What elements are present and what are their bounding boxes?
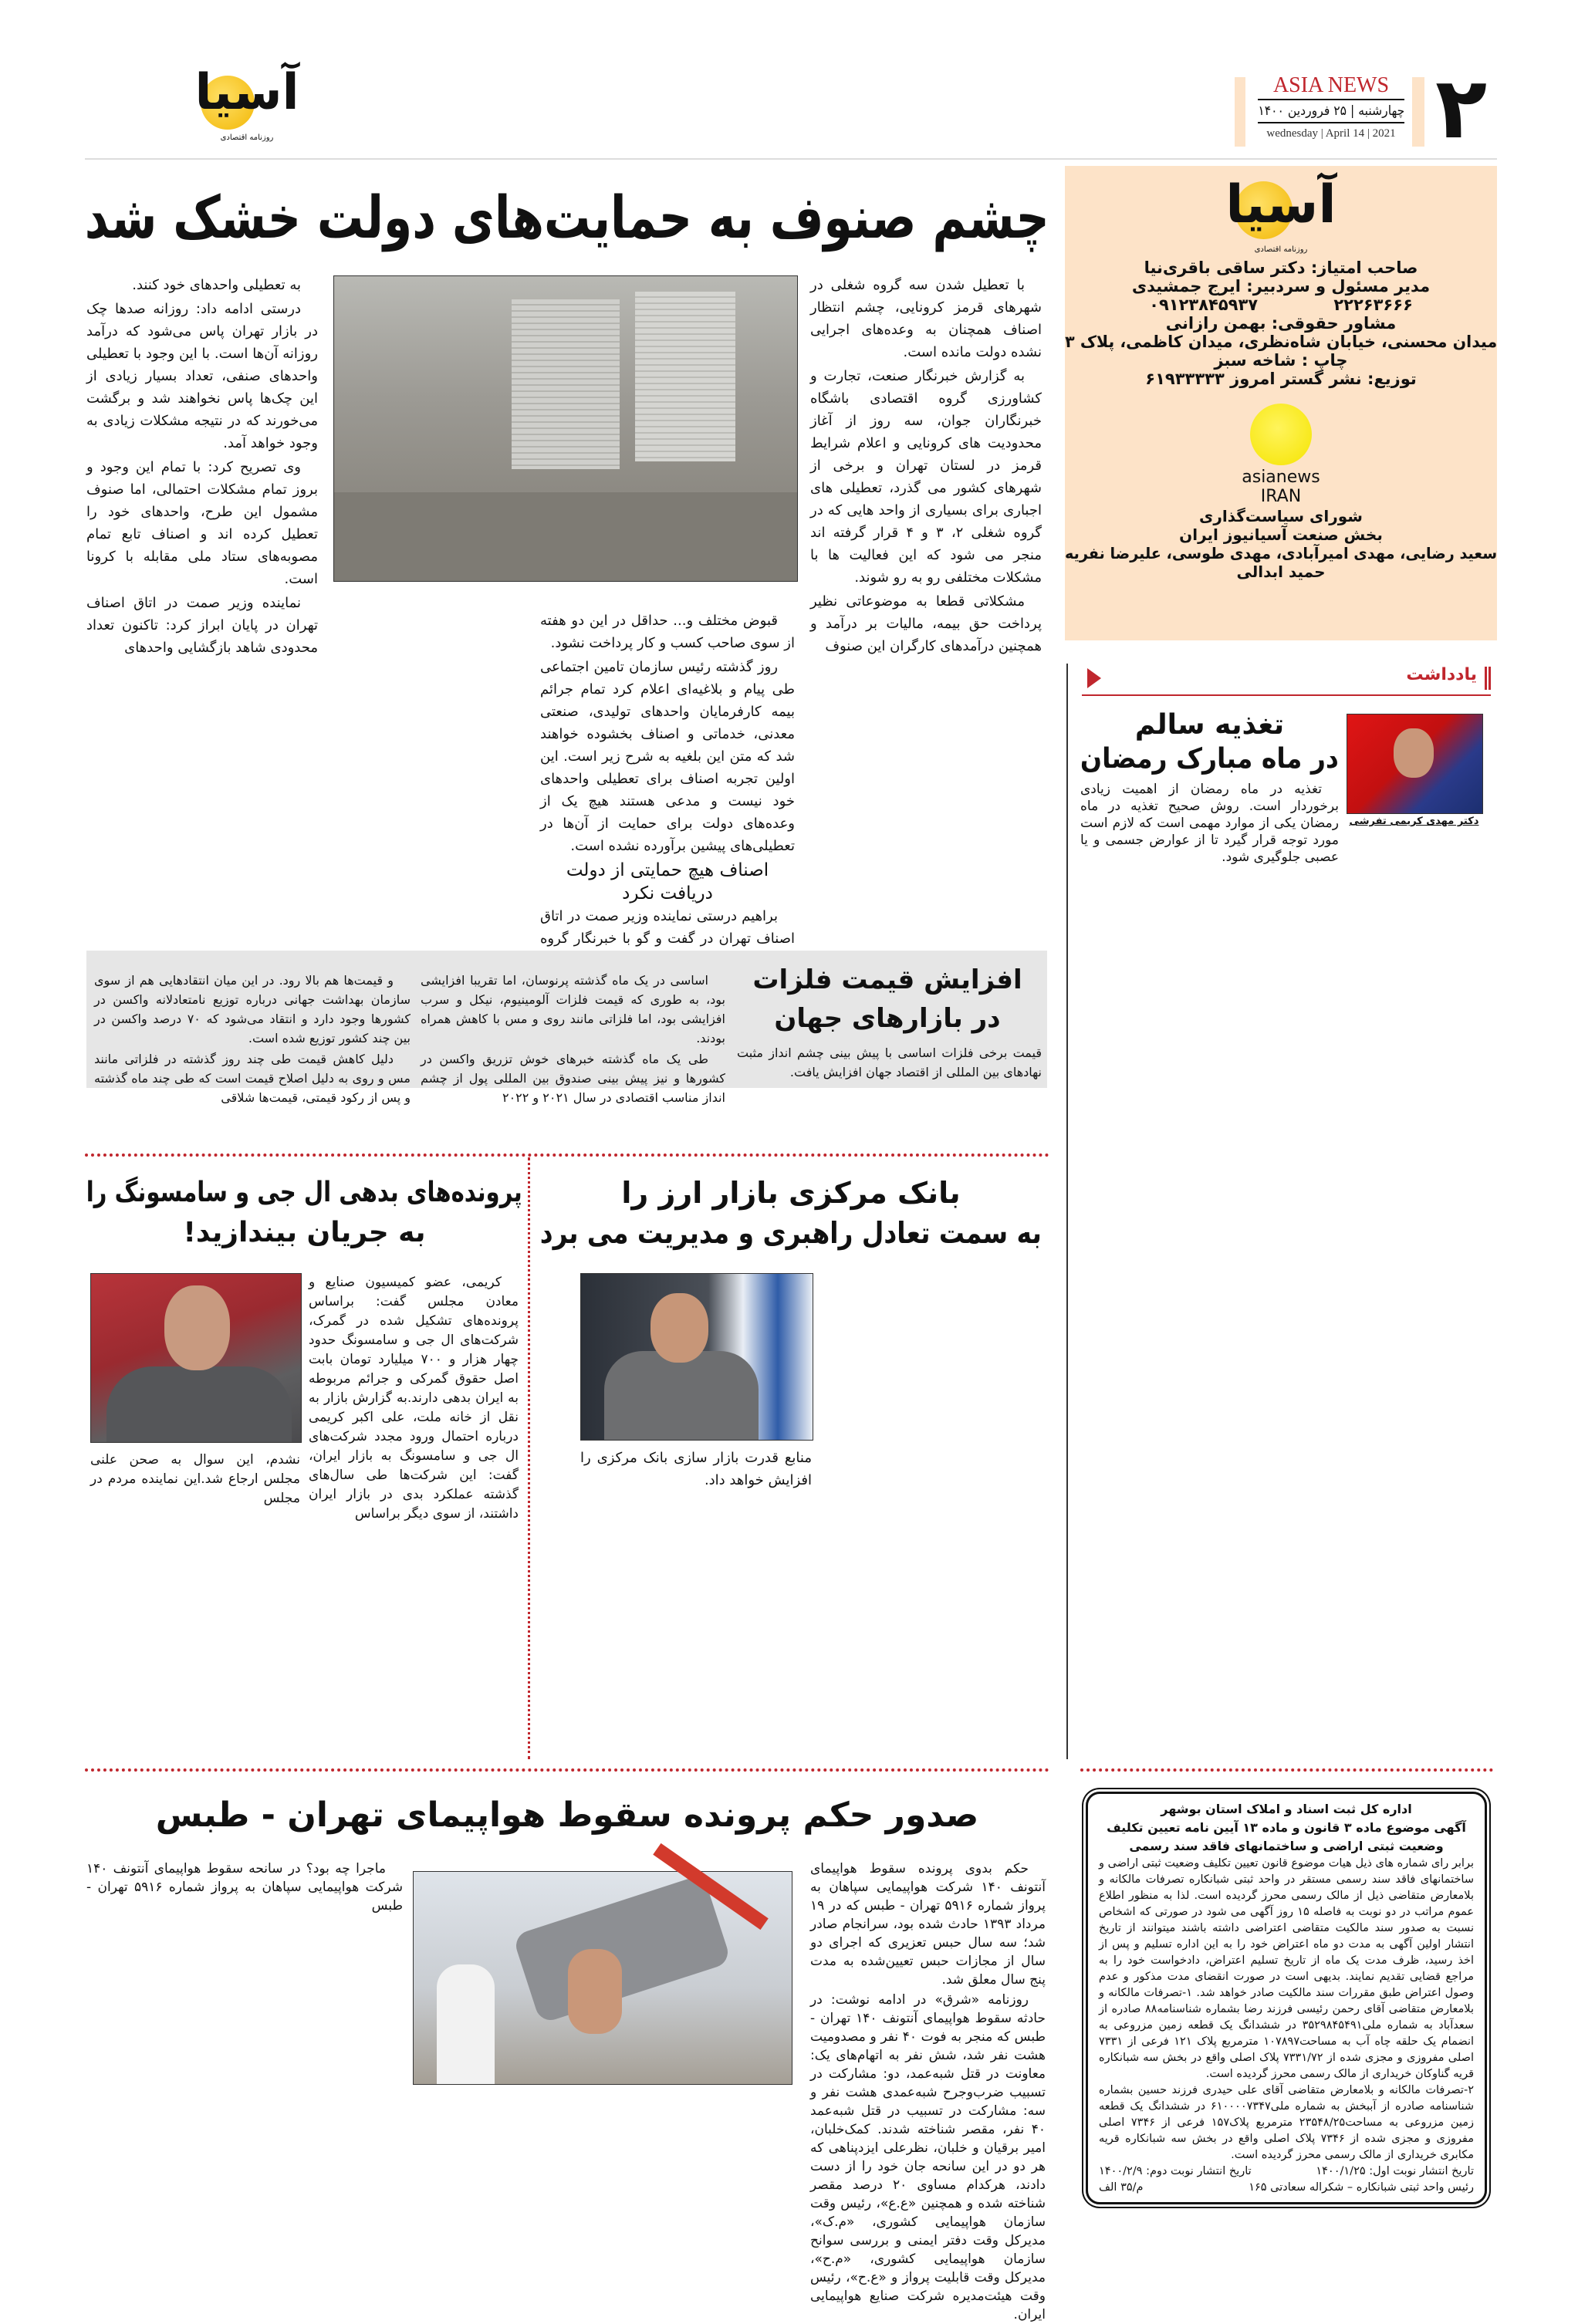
bank-headline bbox=[540, 1173, 1042, 1253]
line-text: شورای سیاست‌گذاری bbox=[1199, 507, 1363, 525]
asianews-country: IRAN bbox=[1260, 487, 1302, 506]
plane-headline bbox=[85, 1789, 1049, 1843]
header-tint-bar-left bbox=[1235, 77, 1245, 147]
council-line bbox=[1065, 544, 1497, 562]
line-text: توزیع: نشر گستر امروز ۶۱۹۳۳۳۳۳ bbox=[1145, 370, 1417, 388]
opinion-body bbox=[1080, 781, 1339, 865]
masthead-logo bbox=[1065, 172, 1497, 258]
paragraph: نماینده وزیر صمت در اتاق اصناف تهران در پایان ابراز کرد: تاکنون تعداد محدودی شاهد بازگشایی واحدهای bbox=[86, 595, 318, 656]
masthead-line bbox=[1065, 277, 1497, 296]
line-text: افزایش قیمت فلزات bbox=[752, 964, 1022, 995]
paragraph: حکم بدوی پرونده سقوط هواپیمای آنتونف ۱۴۰ شرکت هواپیمایی سپاهان به پرواز شماره ۵۹۱۶ تهران - طبس که در ۱۹ مرداد ۱۳۹۳ حادث شده بود، سرانجام صادر شد؛ سه سال حبس تعزیری که اجرای دو سال از مجازات حبس تعیین‌شده به مدت پنج سال معلق شد. bbox=[810, 1861, 1046, 1988]
header-date-block bbox=[1258, 74, 1404, 144]
paragraph: ماجرا چه بود؟ در سانحه سقوط هواپیمای آنتونف ۱۴۰ شرکت هواپیمایی سپاهان به پرواز شماره ۵۹۱۶ تهران - طبس bbox=[86, 1861, 403, 1914]
metals-headline-line bbox=[733, 961, 1042, 999]
paragraph: نشدم، این سوال به صحن علنی مجلس ارجاع شد.این نماینده مردم در مجلس bbox=[90, 1452, 300, 1506]
paragraph: منابع قدرت بازار سازی بانک مرکزی را افزایش خواهد داد. bbox=[580, 1450, 812, 1488]
metals-col-mid bbox=[421, 971, 725, 1105]
legal-code: م/۳۵ الف bbox=[1099, 2181, 1144, 2194]
paragraph: با تعطیل شدن سه گروه شغلی در شهرهای قرمز کرونایی، چشم انتظار اصناف همچنان به وعده‌های اجرایی نشده دولت مانده است. bbox=[810, 277, 1042, 360]
main-article-col-mid bbox=[540, 610, 795, 947]
masthead-mobile: ۰۹۱۲۳۸۴۵۹۳۷ bbox=[1149, 296, 1259, 314]
street bbox=[334, 492, 797, 581]
line-text: میدان محسنی، خیابان شاه‌نظری، میدان کاظمی، پلاک ۳ bbox=[1064, 333, 1498, 351]
paragraph: کریمی، عضو کمیسیون صنایع و معادن مجلس گفت: براساس پرونده‌های تشکیل شده در گمرک، شرکت‌های ال جی و سامسونگ حدود چهار هزار و ۷۰۰ میلیارد تومان بابت اصل حقوق گمرکی و جرائم مربوطه به ایران بدهی دارند.به گزارش بازار به نقل از خانه ملت، علی اکبر کریمی درباره احتمال ورود مجدد شرکت‌های ال جی و سامسونگ به بازار ایران، گفت: این شرکت‌ها طی سال‌های گذشته عملکرد بدی در بازار ایران داشتند، از سوی دیگر براساس bbox=[309, 1275, 519, 1522]
opinion-title-line bbox=[1080, 708, 1339, 742]
paragraph: قبوض مختلف و... حداقل در این دو هفته از سوی صاحب کسب و کار پرداخت نشود. bbox=[540, 613, 795, 651]
masthead-line bbox=[1065, 351, 1497, 370]
line-text: سعید رضایی، مهدی امیرآبادی، مهدی طوسی، علیرضا نفریه bbox=[1064, 544, 1498, 562]
line-text: پرونده‌های بدهی ال جی و سامسونگ را bbox=[86, 1177, 523, 1208]
masthead-box bbox=[1065, 166, 1497, 640]
metals-col-left bbox=[94, 971, 411, 1105]
header-rule bbox=[85, 158, 1497, 160]
paragraph: دلیل کاهش قیمت طی چند روز گذشته در فلزاتی مانند مس و روی به دلیل اصلاح قیمت است که طی چند ماه گذشته و پس از رکود قیمتی، قیمت‌ها شلاقی bbox=[94, 1052, 411, 1105]
wreckage bbox=[512, 1874, 732, 2024]
masthead-line bbox=[1065, 333, 1497, 351]
line-text: صدور حکم پرونده سقوط هواپیمای تهران - طبس bbox=[155, 1795, 979, 1835]
line-text: چاپ : شاخه سبز bbox=[1214, 351, 1348, 370]
line-text: حمید ابدالی bbox=[1236, 562, 1326, 581]
opinion-title bbox=[1080, 708, 1339, 776]
line-text: دکتر مهدی کریمی تفرشی bbox=[1349, 816, 1479, 827]
line-text: چهارشنبه | ۲۵ فروردین ۱۴۰۰ bbox=[1257, 103, 1404, 119]
section-divider bbox=[1080, 1768, 1493, 1772]
asianews-brand: asianews bbox=[1242, 468, 1320, 487]
main-article-col-left bbox=[86, 274, 318, 937]
masthead-logo-text: آسیا bbox=[1225, 174, 1336, 235]
legal-paragraph: ۲-تصرفات مالکانه و بلامعارض متقاضی آقای علی حیدری فرزند حسین بشماره شناسنامه صادره از آببخش به شماره ملی۶۱۰۰۰۰۷۳۴۷ در ششدانگ یک قطعه زمین مزروعی به مساحت۲۳۵۴۸/۲۵ مترمربع پلاک۱۵۷ فرعی از ۷۳۴۶ اصلی مفروزی و مجزی شده از ۷۳۴۶ پلاک اصلی واقع در بخش سه شبانکاره قریه مکابری خریداری از مالک رسمی محرز گردیده است. bbox=[1099, 2084, 1474, 2161]
paragraph: براهیم درستی نماینده وزیر صمت در اتاق اصناف تهران در گفت و گو با خبرنگار گروه bbox=[540, 908, 795, 947]
opinion-author bbox=[1347, 815, 1482, 829]
logo-sub: روزنامه اقتصادی bbox=[220, 133, 274, 142]
plane-crash-photo bbox=[413, 1871, 792, 2085]
date-fa bbox=[1258, 100, 1404, 123]
line-text: در بازارهای جهان bbox=[774, 1003, 1001, 1034]
person-face bbox=[651, 1293, 708, 1363]
person-hand bbox=[568, 1949, 622, 2034]
masthead-line bbox=[1065, 258, 1497, 277]
bank-col-below-photo bbox=[580, 1447, 812, 1755]
metals-lead bbox=[737, 1043, 1042, 1086]
council-line bbox=[1065, 525, 1497, 544]
lg-headline bbox=[86, 1173, 522, 1253]
person-suit bbox=[106, 1366, 292, 1442]
opinion-paragraph: تغذیه در ماه رمضان از اهمیت زیادی برخوردار است. روش صحیح تغذیه در ماه رمضان یکی از موارد مهمی است که لازم است مورد توجه قرار گیرد تا از عوارض جسمی و یا عصبی جلوگیری شود. bbox=[1080, 782, 1339, 865]
lg-col-below-photo bbox=[90, 1451, 300, 1759]
line-text: چشم صنوف به حمایت‌های دولت خشک شد bbox=[85, 183, 1049, 252]
asianews-sun-icon bbox=[1250, 404, 1312, 465]
legal-paragraph: برابر رای شماره های ذیل هیات موضوع قانون تعیین تکلیف وضعیت ثبتی اراضی و ساختمانهای فاقد سند رسمی مستقر در واحد ثبتی شبانکاره تصرفات مالکانه و بلامعارض متقاضی ذیل از مالک رسمی محرز گردیده است. لذا به منظور اطلاع عموم مراتب در دو نوبت به فاصله ۱۵ روز آگهی می شود در صورتی که اشخاص نسبت به صدور سند مالکیت متقاضی اعتراضی داشته باشند میتوانند از تاریخ انتشار اولین آگهی به مدت دو ماه اعتراض خود را به این اداره تسلیم و پس از اخذ رسید، ظرف مدت یک ماه از تاریخ تسلیم اعتراض، دادخواست خود را به مراجع قضایی تقدیم نمایند. بدیهی است در صورت انقضای مدت مذکور و عدم وصول اعتراض طبق مقررات سند مالکیت صادر خواهد شد. ۱-تصرفات مالکانه و بلامعارض متقاضی آقای رحمن رئیسی فرزند رضا بشماره شناسنامه۸۸ صادره از سعدآباد به شماره ملی۳۵۲۹۸۴۵۴۹۱ در ششدانگ یک قطعه زمین مزروعی به انضمام یک حلقه چاه آب به مساحت۱۰۷۸۹۷ مترمربع پلاک ۱۲۱ فرعی از ۷۳۳۱ اصلی مفروزی و مجزی شده از ۷۳۳۱/۷۲ پلاک اصلی واقع در بخش سه شبانکاره قریه گناوکان خریداری از مالک رسمی محرز گردیده است. bbox=[1099, 1857, 1475, 2080]
column-divider bbox=[528, 1157, 530, 1759]
section-label: یادداشت bbox=[1406, 665, 1477, 684]
line-text: مدیر مسئول و سردبیر: ایرج جمشیدی bbox=[1131, 277, 1431, 296]
legal-subtitle: آگهی موضوع ماده ۳ قانون و ماده ۱۳ آیین نامه تعیین تکلیف وضعیت ثبتی اراضی و ساختمانهای فاقد سند رسمی bbox=[1107, 1820, 1466, 1853]
masthead-logo-sub: روزنامه اقتصادی bbox=[1254, 245, 1308, 254]
person-suit bbox=[604, 1351, 759, 1440]
paragraph: قیمت برخی فلزات اساسی با پیش بینی چشم انداز مثبت نهادهای بین المللی از اقتصاد جهان افزایش یافت. bbox=[737, 1045, 1042, 1079]
legal-notice bbox=[1086, 1792, 1487, 2204]
paragraph: درستی ادامه داد: روزانه صدها چک در بازار تهران پاس می‌شود که درآمد روزانه آن‌ها است. با این وجود با تعطیلی واحدهای صنفی، تعداد بسیار زیادی از این چک‌ها پاس نخواهند شد و برگشت می‌خورند که در نتیجه مشکلات زیادی به وجود خواهد آمد. bbox=[86, 301, 318, 451]
council-line bbox=[1065, 507, 1497, 525]
main-subheading: اصناف هیچ حمایتی از دولت دریافت نکرد bbox=[566, 860, 769, 904]
shutter-1 bbox=[512, 299, 620, 469]
person-face bbox=[164, 1285, 230, 1370]
officer bbox=[437, 1964, 495, 2084]
author-face bbox=[1394, 728, 1434, 778]
paragraph: وی تصریح کرد: با تمام این وجود و بروز تمام مشکلات احتمالی، اما صنوف مشمول این طرح، واحدهای خود را تعطیل کرده اند و اصناف تابع تمام مصوبه‌های ستاد ملی مقابله با کرونا است. bbox=[86, 459, 318, 587]
brand-en: ASIA NEWS bbox=[1258, 74, 1404, 100]
main-headline bbox=[85, 179, 1049, 256]
masthead-line bbox=[1065, 314, 1497, 333]
header-tint-bar-right bbox=[1412, 77, 1424, 147]
paragraph: به گزارش خبرنگار صنعت، تجارت و کشاورزی گروه اقتصادی باشگاه خبرنگاران جوان، سه روز از آغاز محدودیت های کرونایی و اعلام شرایط قرمز در لستان تهران و برخی از شهرهای کشور می گذرد، تعطیلی های اجباری برای بسیاری از واحد هایی که در گروه شغلی ۲، ۳ و ۴ قرار گرفته اند منجر می شود که این فعالیت ها با مشکلات مختلفی رو به رو شوند. bbox=[810, 368, 1042, 586]
section-divider bbox=[85, 1154, 1049, 1157]
page-number: ۲ bbox=[1435, 59, 1488, 157]
section-bar-icon bbox=[1485, 667, 1491, 690]
opinion-title-line bbox=[1080, 742, 1339, 776]
date-en: wednesday | April 14 | 2021 bbox=[1266, 127, 1396, 140]
author-photo bbox=[1347, 714, 1483, 814]
bank-headline-line bbox=[540, 1213, 1042, 1253]
masthead-line bbox=[1065, 370, 1497, 388]
paragraph: اساسی در یک ماه گذشته پرنوسان، اما تقریبا افزایشی بود، به طوری که قیمت فلزات آلومینیوم، نیکل و سرب افزایشی بود، اما فلزاتی مانند روی و مس با کاهش همراه بودند. bbox=[421, 973, 725, 1045]
legal-date-second: تاریخ انتشار نوبت دوم: ۱۴۰۰/۲/۹ bbox=[1099, 2165, 1252, 2177]
metals-headline bbox=[733, 961, 1042, 1038]
bank-col-right bbox=[830, 1273, 1046, 1759]
shops-closed-photo bbox=[333, 275, 798, 582]
line-text: بانک مرکزی بازار ارز را bbox=[621, 1176, 961, 1210]
opinion-section-header bbox=[1082, 664, 1491, 696]
paragraph: روزنامه «شرق» در ادامه نوشت: در حادثه سقوط هواپیمای آنتونف ۱۴۰ تهران - طبس که منجر به فوت ۴۰ نفر و مصدومیت هشت نفر شد، شش نفر به اتهام‌های یک: معاونت در قتل شبه‌عمد، دو: مشارکت در تسبیب ضرب‌وجرح شبه‌عمدی هشت نفر و سه: مشارکت در تسبیب در قتل شبه‌عمد ۴۰ نفر، مقصر شناخته شدند. کمک‌خلبان، امیر برقیان و خلبان، نظرعلی ایزدپناهی که هر دو در این سانحه جان خود را از دست دادند، هرکدام مساوی ۲۰ درصد مقصر شناخته شده و همچنین «ع.ع»، رئیس وقت سازمان هواپیمایی کشوری، «م.ک»، مدیرکل وقت دفتر ایمنی و بررسی سوانح سازمان هواپیمایی کشوری، «م.ح»، مدیرکل وقت قابلیت پرواز و «ع.ح»، رئیس وقت هیئت‌مدیره شرکت صنایع هواپیمایی ایران. bbox=[810, 1992, 1046, 2322]
opinion-divider bbox=[1066, 664, 1068, 1759]
paragraph: مشکلاتی قطعا به موضوعاتی نظیر پرداخت حق بیمه، مالیات بر درآمد و همچنین درآمدهای کارگران این صنوف bbox=[810, 593, 1042, 654]
central-bank-governor-photo bbox=[580, 1273, 813, 1441]
lg-headline-line bbox=[86, 1173, 522, 1213]
legal-signer: رئیس واحد ثبتی شبانکاره – شکراله سعادتی ۱۶۵ bbox=[1249, 2181, 1474, 2194]
legal-title: اداره کل ثبت اسناد و املاک استان بوشهر bbox=[1161, 1802, 1412, 1816]
paragraph: طی یک ماه گذشته خبرهای خوش تزریق واکسن در کشورها و نیز پیش بینی صندوق بین المللی پول از چشم انداز مناسب اقتصادی در سال ۲۰۲۱ و ۲۰۲۲ bbox=[421, 1052, 725, 1105]
logo-text: آسیا bbox=[194, 64, 299, 121]
paragraph: و قیمت‌ها هم بالا رود. در این میان انتقادهایی هم از سوی سازمان بهداشت جهانی درباره توزیع نامتعادلانه واکسن در کشورها وجود دارد و انتقاد می‌شود که ۷۰ درصد واکسن در بین چند کشور توزیع شده است. bbox=[94, 973, 411, 1045]
plane-col-left bbox=[86, 1860, 403, 2191]
paragraph: روز گذشته رئیس سازمان تامین اجتماعی طی پیام و بلاغیه‌ای اعلام کرد تمام جرائم بیمه کارفرمایان واحدهای تولیدی، صنعتی معدنی، خدماتی و اصناف بخشوده خواهند شد که متن این بلغیه به شرح زیر است. این اولین تجربه اصناف برای تعطیلی واحدهای خود نیست و مدعی هستند هیچ یک از وعده‌های دولت برای حمایت از آن‌ها در تعطیلی‌های پیشین برآورده نشده است. bbox=[540, 659, 795, 854]
legal-date-first: تاریخ انتشار نوبت اول: ۱۴۰۰/۱/۲۵ bbox=[1316, 2165, 1474, 2177]
line-text: به سمت تعادل راهبری و مدیریت می برد bbox=[539, 1216, 1042, 1250]
main-article-col-right bbox=[810, 274, 1042, 937]
line-text: در ماه مبارک رمضان bbox=[1080, 743, 1340, 775]
header-logo bbox=[185, 62, 309, 154]
masthead-phone: ۲۲۲۶۳۶۶۶ bbox=[1333, 296, 1413, 314]
line-text: تغذیه سالم bbox=[1134, 709, 1285, 741]
line-text: به جریان بیندازید! bbox=[183, 1217, 426, 1248]
line-text: مشاور حقوقی: بهمن رازانی bbox=[1165, 314, 1397, 333]
council-line bbox=[1065, 562, 1497, 581]
lg-headline-line bbox=[86, 1213, 522, 1253]
metals-headline-line bbox=[733, 999, 1042, 1038]
mp-photo bbox=[90, 1273, 302, 1443]
plane-col-right bbox=[810, 1860, 1046, 2322]
line-text: صاحب امتیاز: دکتر ساقی باقری‌نیا bbox=[1144, 258, 1418, 277]
bank-headline-line bbox=[540, 1173, 1042, 1213]
lg-col-right bbox=[309, 1273, 519, 1755]
line-text: بخش صنعت آسیانیوز ایران bbox=[1179, 525, 1383, 544]
shutter-2 bbox=[635, 292, 735, 461]
paragraph: به تعطیلی واحدهای خود کنند. bbox=[132, 277, 301, 293]
section-divider bbox=[85, 1768, 1049, 1772]
